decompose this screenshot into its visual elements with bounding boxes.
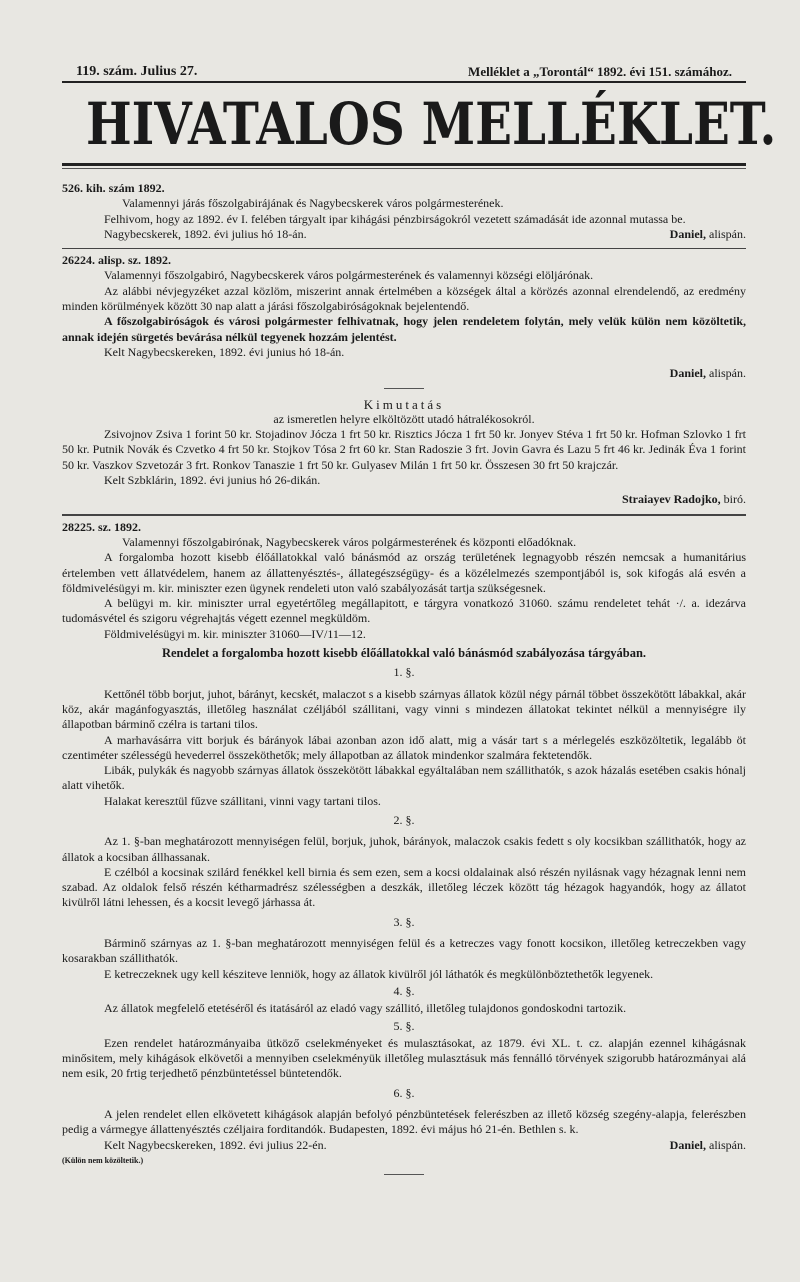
signer-title: alispán. xyxy=(709,226,746,241)
notice-paragraph: Földmivelésügyi m. kir. miniszter 31060—IV/11—12. xyxy=(104,626,366,641)
divider xyxy=(62,163,746,166)
article-mark: 6. §. xyxy=(393,1085,415,1100)
article-mark: 3. §. xyxy=(393,914,415,929)
divider xyxy=(62,81,746,83)
article-paragraph: Libák, pulykák és nagyobb szárnyas állatok összekötött lábakkal egyáltalában nem szállithatók, s azok házalás esetében csakis hónalj alatt vihetők. xyxy=(62,763,746,793)
article-paragraph: A jelen rendelet ellen elkövetett kihágások alapján befolyó pénzbüntetések felerészben az illető község szegény-alapja, felerészben pedig a vármegye állattenyésztés czéljaira forditandók. Budapesten, 1892. évi május hó 21-én. Bethlen s. k. xyxy=(62,1107,746,1137)
notice-number: 526. kih. szám 1892. xyxy=(62,181,165,195)
notice-address: Valamennyi járás főszolgabirájának és Nagybecskerek város polgármesterének. xyxy=(122,196,504,211)
article-mark: 4. §. xyxy=(393,983,415,998)
place-date: Kelt Szbklárin, 1892. évi junius hó 26-dikán. xyxy=(104,473,321,488)
issue-number: 119. szám. Julius 27. xyxy=(76,64,198,79)
signer: Daniel, xyxy=(669,226,706,241)
notice-paragraph: A főszolgabiróságok és városi polgármester felhivatnak, hogy jelen rendeletem folytán, mely velük külön nem közöltetik, annak idején sürgetés bevárása nélkül tegyenek hozzám jelentést. xyxy=(62,314,746,344)
divider xyxy=(62,248,746,249)
list-body: Zsivojnov Zsiva 1 forint 50 kr. Stojadinov Jócza 1 frt 50 kr. Risztics Jócza 1 frt 50 kr. Jonyev Stéva 1 frt 50 kr. Hofman Szlovko 1 frt 50 kr. Putnik Novák és Czvetko 4 frt 50 kr. Stojkov Tósa 2 frt 60 kr. Stan Radoszie 3 frt. Jovin Gavra és Lazu 5 frt 46 kr. Jedinák Éva 1 forint 50 kr. Vaszkov Szvetozár 3 frt. Ronkov Tanaszie 1 frt 50 kr. Gulyasev Milán 1 frt 50 kr. Összesen 30 frt 50 krajczár. xyxy=(62,427,746,472)
notice-number: 28225. sz. 1892. xyxy=(62,519,141,534)
newspaper-page xyxy=(62,62,777,1181)
notice-526 xyxy=(62,181,746,242)
signer-title: biró. xyxy=(723,492,746,507)
article-mark: 5. §. xyxy=(393,1018,415,1033)
divider xyxy=(62,168,746,169)
article-mark: 1. §. xyxy=(393,665,415,680)
article-paragraph: Bárminő szárnyas az 1. §-ban meghatározott mennyiségen felül és a ketreczes vagy fonott kocsikon, illetőleg ketreczekben vagy kosarakban szállithatók. xyxy=(62,936,746,966)
article-mark: 2. §. xyxy=(393,812,415,827)
page-title: HIVATALOS MELLÉKLET. xyxy=(85,90,777,159)
signature-line xyxy=(62,227,746,242)
footnote: (Külön nem közöltetik.) xyxy=(62,1155,144,1165)
place-date: Nagybecskerek, 1892. évi julius hó 18-án. xyxy=(104,226,307,241)
divider xyxy=(384,1174,424,1175)
notice-26224 xyxy=(62,253,746,507)
decree-title: Rendelet a forgalomba hozott kisebb élőállatokkal való bánásmód szabályozása tárgyában. xyxy=(161,646,647,661)
signer: Straiayev Radojko, xyxy=(621,492,721,507)
place-date: Kelt Nagybecskereken, 1892. évi julius 22-én. xyxy=(104,1137,327,1152)
signer: Daniel, xyxy=(669,366,706,381)
signer: Daniel, xyxy=(669,1137,706,1152)
notice-address: Valamennyi főszolgabiró, Nagybecskerek város polgármesterének és valamennyi községi elöljárónak. xyxy=(104,268,594,283)
signature-line xyxy=(62,1138,746,1153)
notice-paragraph: A forgalomba hozott kisebb élőállatokkal való bánásmód az ország területének legnagyobb részén nemcsak a humanitárius értelemben vett állatvédelem, hanem az állattenyésztés-, állategészségügy- és a közélelmezés szempontjából is, sok kifogás alá esvén a földmivelésügyi m. kir. miniszter ezen ügynek rendeleti uton való szabályozását tartja szükségesnek. xyxy=(62,550,746,595)
article-paragraph: E czélból a kocsinak szilárd fenékkel kell birnia és sem ezen, sem a kocsi oldalainak alsó részén nyilásnak vagy hézagnak lenni nem szabad. Az oldalok felső részén kétharmadrész szélességben a deszkák, illetőleg léczek között tág hézagok hagyandók, hogy az állatot kivülről látni lehessen, és a kocsit levegő járhassa át. xyxy=(62,864,746,910)
notice-28225 xyxy=(62,520,746,1176)
article-paragraph: Az 1. §-ban meghatározott mennyiségen felül, borjuk, juhok, bárányok, malaczok csakis fedett s oly kocsikban szállithatók, hogy az állatok a kocsiban állhassanak. xyxy=(62,834,746,864)
notice-paragraph: A belügyi m. kir. miniszter urral egyetértőleg megállapitott, e tárgyra vonatkozó 31060. számu rendeletet tehát ·/. a. idezárva tudomásvétel és szigoru végrehajtás végett ezennel megküldöm. xyxy=(62,596,746,626)
place-date: Kelt Nagybecskereken, 1892. évi junius hó 18-án. xyxy=(104,344,345,359)
notice-address: Valamennyi főszolgabirónak, Nagybecskerek város polgármesterének és központi előadóknak. xyxy=(122,534,577,549)
list-title: Kimutatás xyxy=(363,396,445,412)
divider xyxy=(62,514,746,516)
notice-paragraph: Felhivom, hogy az 1892. év I. felében tárgyalt ipar kihágási pénzbirságokról vezetett számadását ide azonnal mutassa be. xyxy=(104,211,686,226)
list-subtitle: az ismeretlen helyre elköltözött utadó hátralékosokról. xyxy=(273,411,535,426)
masthead-line xyxy=(62,62,746,80)
signer-title: alispán. xyxy=(709,366,746,381)
supplement-note: Melléklet a „Torontál“ 1892. évi 151. számához. xyxy=(468,64,732,79)
article-paragraph: Kettőnél több borjut, juhot, bárányt, kecskét, malaczot s a kisebb szárnyas állatok közül négy párnál többet összekötött lábakkal, akár köz, akár magánfogyasztás, illetőleg használat czéljából szállitani, vagy vinni s mindezen állatokat tekintet nélkül a mennyiségre ily állapotban bárminő czélra is tartani tilos. xyxy=(62,686,746,732)
article-paragraph: Halakat keresztül fűzve szállitani, vinni vagy tartani tilos. xyxy=(104,793,381,808)
divider xyxy=(384,388,424,389)
notice-paragraph: Az alábbi névjegyzéket azzal közlöm, miszerint annak értelmében a községek által a körözés azonnal elrendelendő, az eredmény minden körülmények között 30 nap alatt a járási főszolgabiróságoknak bejelentendő. xyxy=(62,283,746,314)
article-paragraph: Ezen rendelet határozmányaiba ütköző cselekményeket és mulasztásokat, az 1879. évi XL. t. cz. alapján ezennel kihágásnak minősitem, mely kihágások elkövetői a mennyiben cselekményük illetőleg mulasztásuk más fennálló törvények szigorubb határozmányai alá nem esik, 20 frtig terjedhető pénzbüntetéssel büntetendők. xyxy=(62,1035,746,1081)
article-paragraph: E ketreczeknek ugy kell késziteve lenniök, hogy az állatok kivülről jól láthatók és megkülönböztethetők legyenek. xyxy=(104,966,654,981)
article-paragraph: Az állatok megfelelő etetéséről és itatásáról az eladó vagy szállitó, illetőleg tulajdonos gondoskodni tartozik. xyxy=(104,1001,627,1016)
article-paragraph: A marhavásárra vitt borjuk és bárányok lábai azonban azon idő alatt, mig a vásár tart s a mérlegelés eszközöltetik, legalább öt czentiméter szélességü hevederrel összeköthetők; mely állapotban az állatok mindenkor szalmára fektetendők. xyxy=(62,732,746,762)
signer-title: alispán. xyxy=(709,1137,746,1152)
notice-number: 26224. alisp. sz. 1892. xyxy=(62,253,172,268)
